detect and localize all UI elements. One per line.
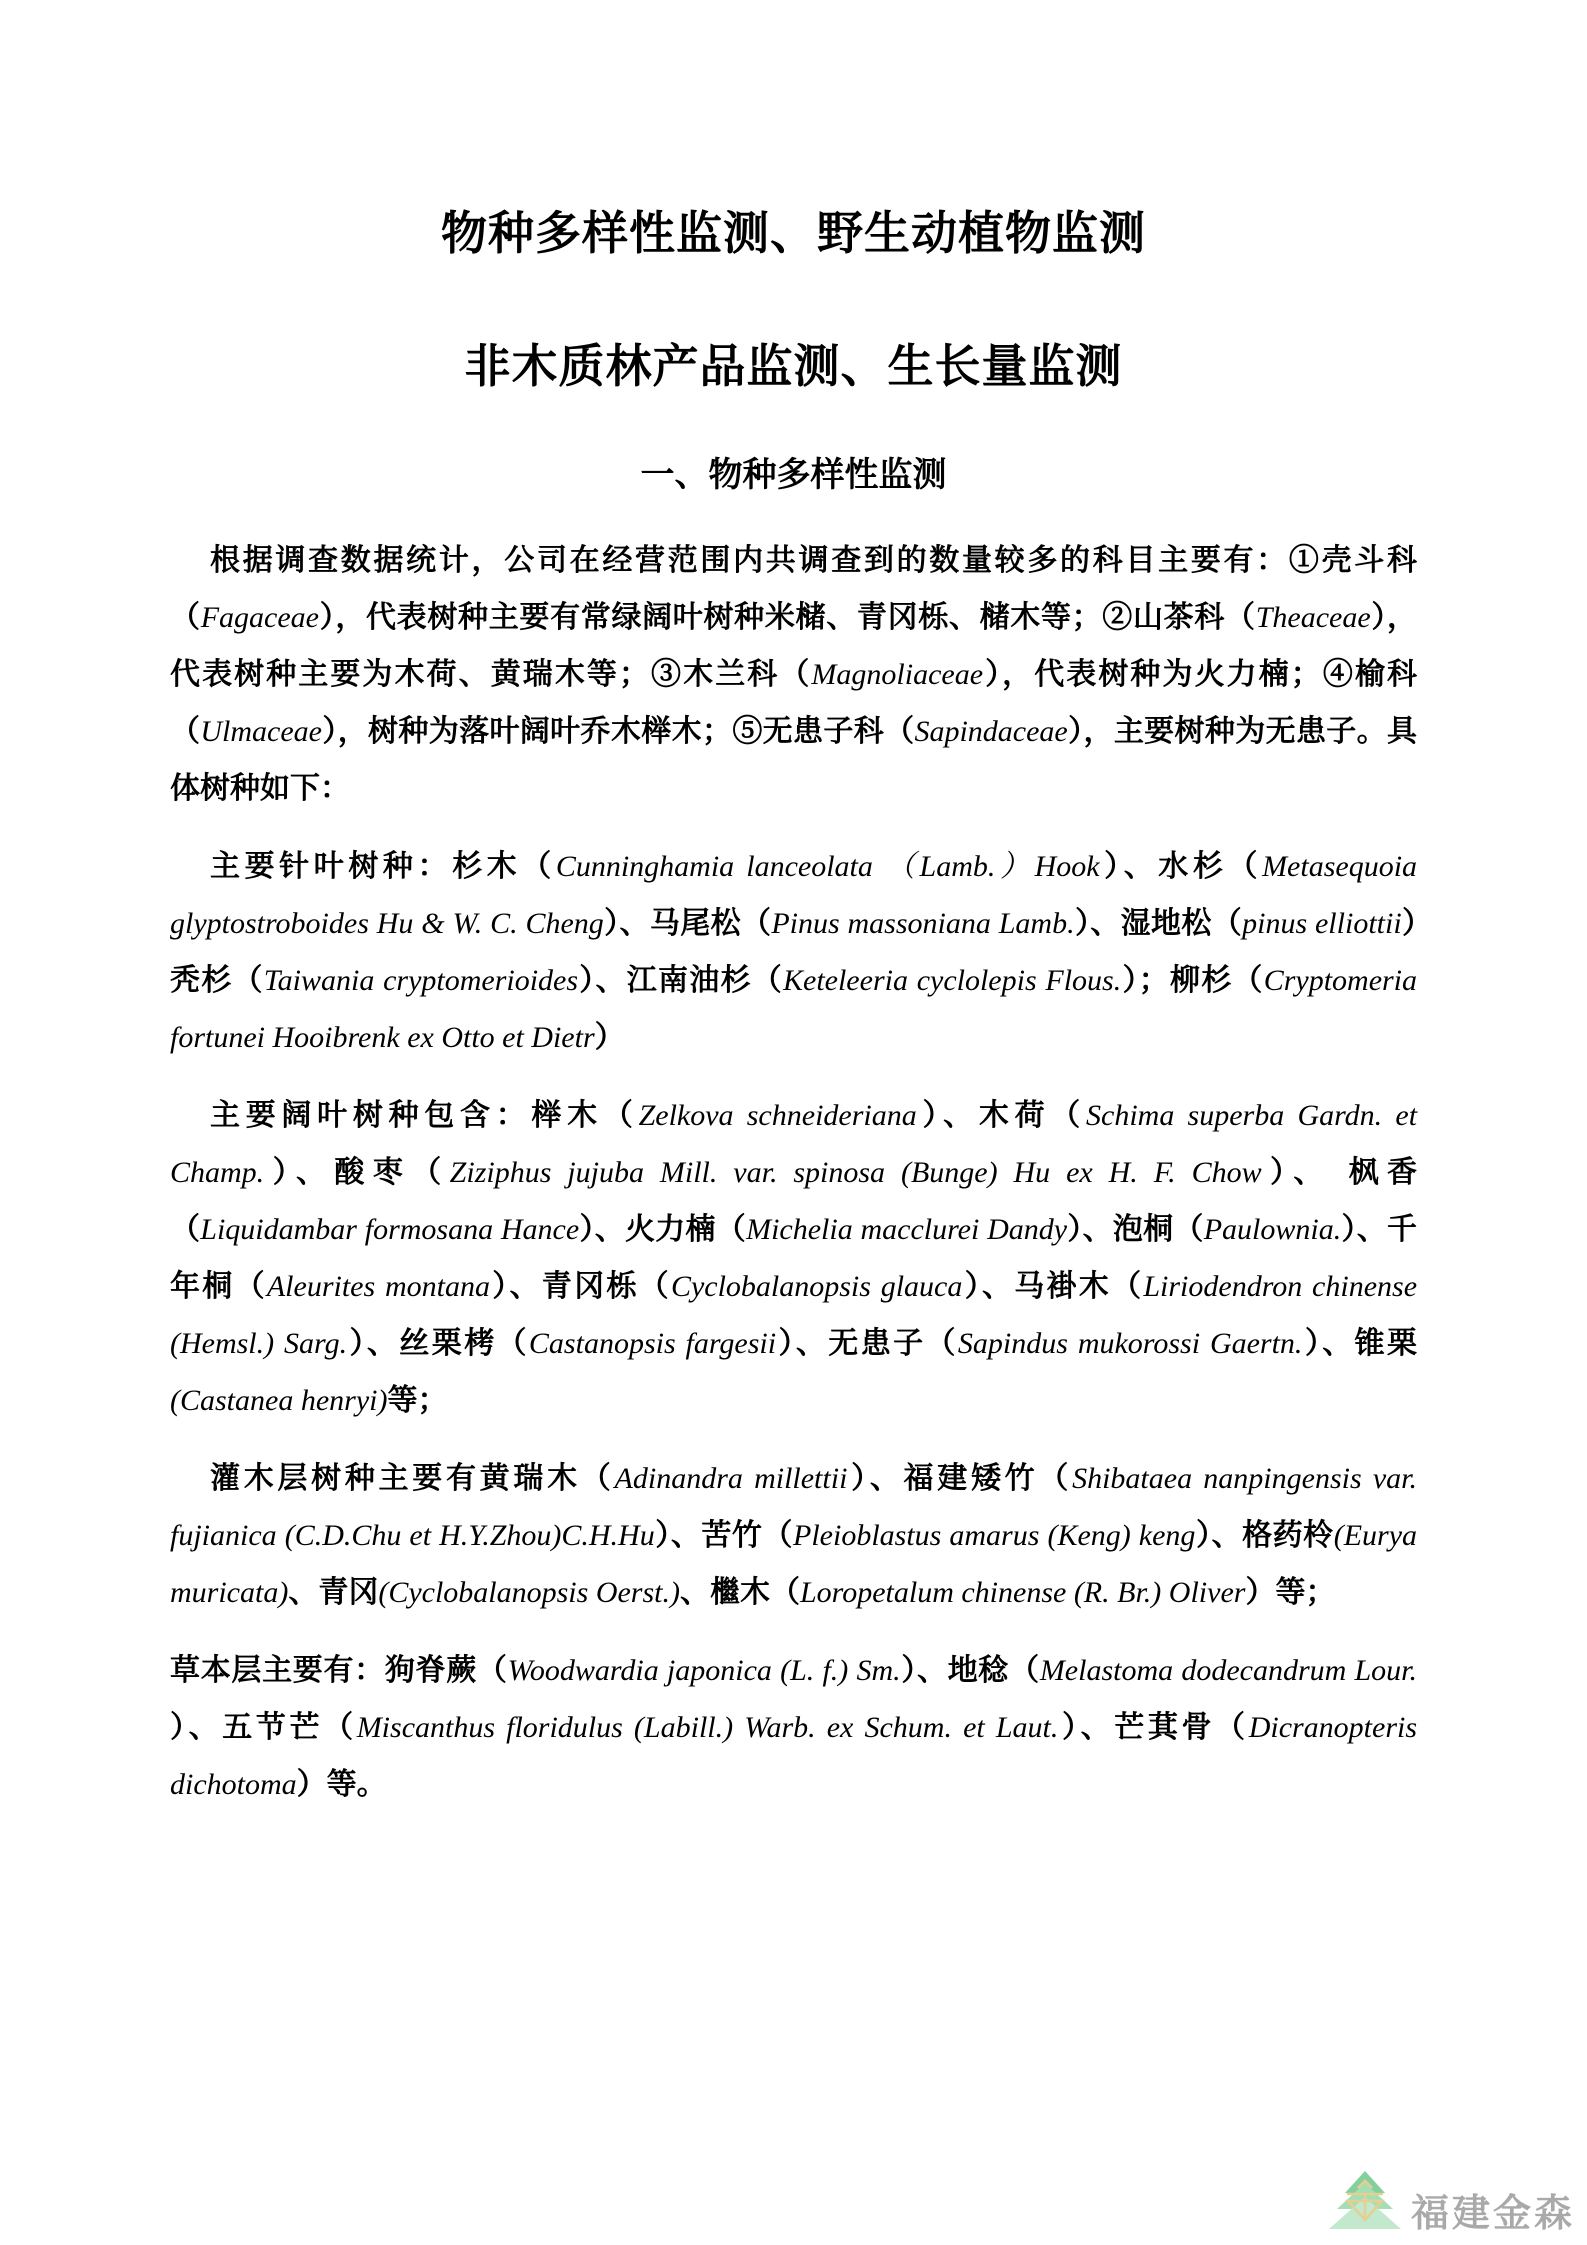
chinese-text-run: ），代表树种为火力楠；④榆科（ xyxy=(170,657,1417,748)
company-logo-text: 福建金森 xyxy=(1410,2193,1575,2236)
latin-species-name: Cyclobalanopsis glauca xyxy=(670,1269,963,1303)
chinese-text-run: ）；柳杉（ xyxy=(1121,963,1264,997)
chinese-text-run: 灌木层树种主要有黄瑞木（ xyxy=(210,1461,615,1495)
document-body xyxy=(170,532,1417,1813)
chinese-text-run: 草本层主要有：狗脊蕨（ xyxy=(170,1653,508,1687)
chinese-text-run: ）、五节芒（ xyxy=(170,1710,357,1744)
chinese-text-run: ）、火力楠（ xyxy=(579,1212,747,1246)
document-title-line2: 非木质林产品监测、生长量监测 xyxy=(464,339,1123,392)
chinese-text-run: ）、锥栗 xyxy=(1302,1326,1418,1360)
chinese-text-run: 、青冈 xyxy=(288,1575,379,1609)
latin-species-name: Magnoliaceae xyxy=(811,657,984,691)
latin-species-name: Loropetalum chinense (R. Br.) Oliver xyxy=(799,1575,1246,1609)
chinese-text-run: ）、千年桐（ xyxy=(170,1212,1418,1303)
latin-species-name: (Castanea henryi) xyxy=(170,1383,388,1417)
latin-species-name: Liriodendron chinense (Hemsl.) Sarg. xyxy=(170,1269,1418,1360)
chinese-text-run: 等； xyxy=(387,1383,448,1417)
chinese-text-run: ）、水杉（ xyxy=(1099,849,1263,883)
chinese-text-run: ）、酸枣（ xyxy=(264,1155,450,1189)
latin-species-name: Sapindus mukorossi Gaertn. xyxy=(957,1326,1303,1360)
chinese-text-run: ），树种为落叶阔叶乔木榉木；⑤无患子科（ xyxy=(321,714,915,748)
section-heading: 一、物种多样性监测 xyxy=(640,456,947,495)
paragraph xyxy=(170,838,1417,1066)
latin-species-name: Michelia macclurei Dandy xyxy=(746,1212,1068,1246)
latin-species-name: Paulownia. xyxy=(1203,1212,1342,1246)
latin-species-name: Zelkova schneideriana xyxy=(638,1098,917,1132)
chinese-text-run: ）、马褂木（ xyxy=(962,1269,1144,1303)
latin-species-name: (Eurya muricata) xyxy=(170,1518,1418,1609)
chinese-text-run: ）、无患子（ xyxy=(776,1326,958,1360)
latin-species-name: (Cyclobalanopsis Oerst.) xyxy=(378,1575,680,1609)
chinese-text-run: ），主要树种为无患子。具体树种如下： xyxy=(170,714,1418,805)
chinese-text-run: ）等； xyxy=(1245,1575,1336,1609)
pine-tree-icon xyxy=(1327,2170,1403,2235)
latin-species-name: Sapindaceae xyxy=(914,714,1068,748)
chinese-text-run: ）、苦竹（ xyxy=(654,1518,794,1552)
latin-species-name: Cunninghamia lanceolata （Lamb.）Hook xyxy=(555,849,1100,883)
latin-species-name: Pleioblastus amarus (Keng) keng xyxy=(793,1518,1196,1552)
chinese-text-run: ），代表树种主要有常绿阔叶树种米槠、青冈栎、槠木等；②山茶科（ xyxy=(318,600,1256,634)
latin-species-name: Metasequoia glyptostroboides Hu & W. C. Cheng xyxy=(170,849,1418,940)
chinese-text-run: ）、马尾松（ xyxy=(603,906,772,940)
chinese-text-run: ）、福建矮竹（ xyxy=(847,1461,1073,1495)
paragraph xyxy=(170,1450,1417,1621)
latin-species-name: Dicranopteris dichotoma xyxy=(170,1710,1418,1801)
latin-species-name: Schima superba Gardn. et Champ. xyxy=(170,1098,1418,1189)
paragraph xyxy=(170,532,1417,817)
paragraph xyxy=(170,1642,1417,1813)
chinese-text-run: ）、芒萁骨（ xyxy=(1058,1710,1249,1744)
latin-species-name: Pinus massoniana Lamb. xyxy=(771,906,1075,940)
latin-species-name: Liquidambar formosana Hance xyxy=(200,1212,580,1246)
latin-species-name: Ziziphus jujuba Mill. var. spinosa (Bunge) Hu ex H. F. Chow xyxy=(449,1155,1262,1189)
chinese-text-run: 、檵木（ xyxy=(679,1575,800,1609)
chinese-text-run: ）、青冈栎（ xyxy=(489,1269,671,1303)
chinese-text-run: 根据调查数据统计，公司在经营范围内共调查到的数量较多的科目主要有：①壳斗科（ xyxy=(170,543,1417,634)
chinese-text-run: 主要阔叶树种包含：榉木（ xyxy=(210,1098,639,1132)
chinese-text-run: ）、丝栗栲（ xyxy=(347,1326,529,1360)
latin-species-name: Shibataea nanpingensis var. fujianica (C.D.Chu et H.Y.Zhou)C.H.Hu xyxy=(170,1461,1417,1552)
latin-species-name: Woodwardia japonica (L. f.) Sm. xyxy=(507,1653,901,1687)
latin-species-name: Adinandra millettii xyxy=(614,1461,848,1495)
latin-species-name: Aleurites montana xyxy=(266,1269,490,1303)
chinese-text-run: ）、江南油杉（ xyxy=(578,963,783,997)
latin-species-name: Ulmaceae xyxy=(200,714,322,748)
latin-species-name: pinus elliottii xyxy=(1242,906,1402,940)
latin-species-name: Taiwania cryptomerioides xyxy=(263,963,579,997)
chinese-text-run: ）秃杉（ xyxy=(170,906,1418,997)
chinese-text-run: ）等。 xyxy=(296,1767,387,1801)
chinese-text-run: 主要针叶树种：杉木（ xyxy=(210,849,556,883)
chinese-text-run: ）、地稔（ xyxy=(900,1653,1040,1687)
latin-species-name: Castanopsis fargesii xyxy=(528,1326,777,1360)
chinese-text-run: ）、木荷（ xyxy=(916,1098,1087,1132)
chinese-text-run: ） xyxy=(594,1020,625,1054)
latin-species-name: Cryptomeria fortunei Hooibrenk ex Otto et Dietr xyxy=(170,963,1418,1054)
company-logo xyxy=(1327,2170,1575,2235)
latin-species-name: Theaceae xyxy=(1255,600,1371,634)
latin-species-name: Melastoma dodecandrum Lour. xyxy=(1039,1653,1418,1687)
document-title-line1: 物种多样性监测、野生动植物监测 xyxy=(441,207,1146,259)
paragraph xyxy=(170,1087,1417,1429)
chinese-text-run: ）、格药柃 xyxy=(1195,1518,1334,1552)
chinese-text-run: ）、 枫香（ xyxy=(170,1155,1417,1246)
chinese-text-run: ）、泡桐（ xyxy=(1067,1212,1204,1246)
latin-species-name: Keteleeria cyclolepis Flous. xyxy=(783,963,1122,997)
latin-species-name: Miscanthus floridulus (Labill.) Warb. ex Schum. et Laut. xyxy=(356,1710,1059,1744)
latin-species-name: Fagaceae xyxy=(200,600,319,634)
chinese-text-run: ），代表树种主要为木荷、黄瑞木等；③木兰科（ xyxy=(170,600,1418,691)
chinese-text-run: ）、湿地松（ xyxy=(1074,906,1243,940)
